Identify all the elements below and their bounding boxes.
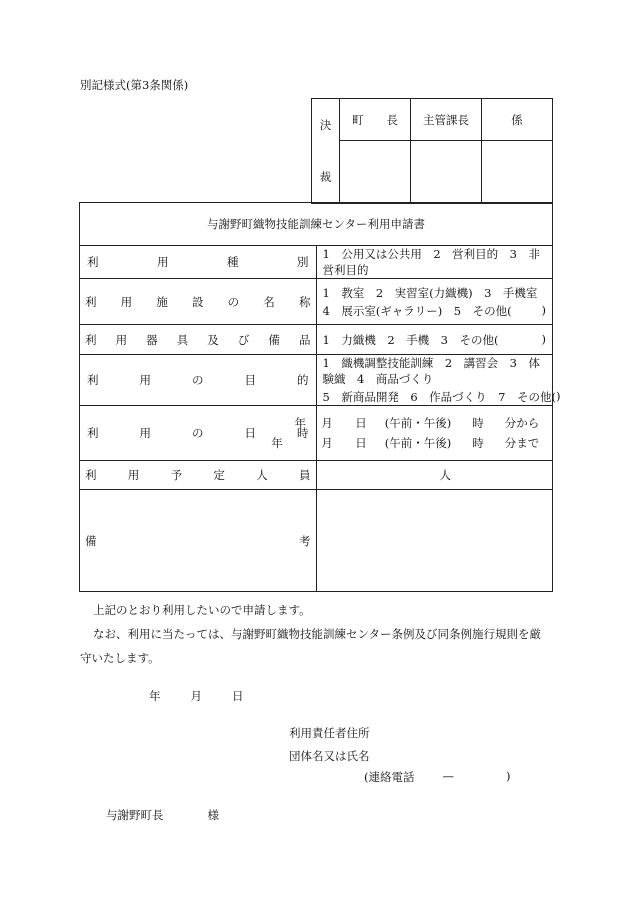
facility-options[interactable]: 1 教室 2 実習室(力織機) 3 手機室 4 展示室(ギャラリー) 5 その他( ) xyxy=(316,279,553,325)
row-label-datetime: 利 用 の 日 時 xyxy=(80,406,317,461)
applicant-name-label: 団体名又は氏名 xyxy=(289,749,370,763)
application-date[interactable]: 年 月 日 xyxy=(149,689,244,703)
approval-side-label xyxy=(312,99,340,204)
facility-line-2: 4 展示室(ギャラリー) 5 その他( xyxy=(322,303,512,318)
compliance-statement-line-2: 守いたします。 xyxy=(80,651,160,665)
row-label-people: 利 用 予 定 人 員 xyxy=(80,461,317,490)
approval-stamp-staff[interactable] xyxy=(482,141,553,204)
approval-header-section-chief: 主管課長 xyxy=(411,99,482,141)
people-count-field[interactable] xyxy=(316,461,553,490)
compliance-statement-line-1: なお、利用に当たっては、与謝野町織物技能訓練センター条例及び同条例施行規則を厳 xyxy=(93,627,542,641)
form-id: 別記様式(第3条関係) xyxy=(80,78,189,92)
row-label-equipment: 利 用 器 具 及 び 備 品 xyxy=(80,325,317,355)
facility-line-1: 1 教室 2 実習室(力織機) 3 手機室 xyxy=(322,285,538,300)
usage-type-options[interactable]: 1 公用又は公共用 2 営利目的 3 非営利目的 xyxy=(316,246,553,279)
addressee: 与謝野町長 様 xyxy=(106,808,219,822)
applicant-address-label: 利用責任者住所 xyxy=(289,726,370,740)
approval-stamp-section-chief[interactable] xyxy=(411,141,482,204)
row-label-purpose: 利 用 の 目 的 xyxy=(80,355,317,406)
row-label-type: 利 用 種 別 xyxy=(80,246,317,279)
approval-stamp-mayor[interactable] xyxy=(340,141,411,204)
approval-box xyxy=(311,98,553,204)
purpose-line-1: 1 織機調整技能訓練 2 講習会 3 体験織 4 商品づくり xyxy=(322,356,540,386)
row-label-facility: 利 用 施 設 の 名 称 xyxy=(80,279,317,325)
approval-header-mayor: 町 長 xyxy=(340,99,411,141)
form-title: 与謝野町織物技能訓練センター利用申請書 xyxy=(80,203,553,246)
request-statement: 上記のとおり利用したいので申請します。 xyxy=(93,603,311,617)
approval-side-char: 裁 xyxy=(319,170,332,184)
row-label-remarks: 備 考 xyxy=(80,490,317,592)
purpose-options[interactable]: 1 織機調整技能訓練 2 講習会 3 体験織 4 商品づくり 5 新商品開発 6 作品づくり 7 その他( ) xyxy=(316,355,553,406)
people-unit: 人 xyxy=(439,468,451,482)
application-table xyxy=(79,202,561,592)
datetime-field[interactable]: 年 月 日 (午前・午後) 時 分から 年 月 日 (午前・午後) 時 分まで xyxy=(316,406,553,461)
equipment-options[interactable]: 1 力織機 2 手機 3 その他( ) xyxy=(316,325,553,355)
purpose-line-2: 5 新商品開発 6 作品づくり 7 その他( xyxy=(322,390,556,404)
remarks-field[interactable] xyxy=(316,490,553,592)
approval-header-staff: 係 xyxy=(482,99,553,141)
approval-side-char: 決 xyxy=(319,118,332,132)
applicant-phone[interactable]: (連絡電話 — ) xyxy=(364,769,511,784)
